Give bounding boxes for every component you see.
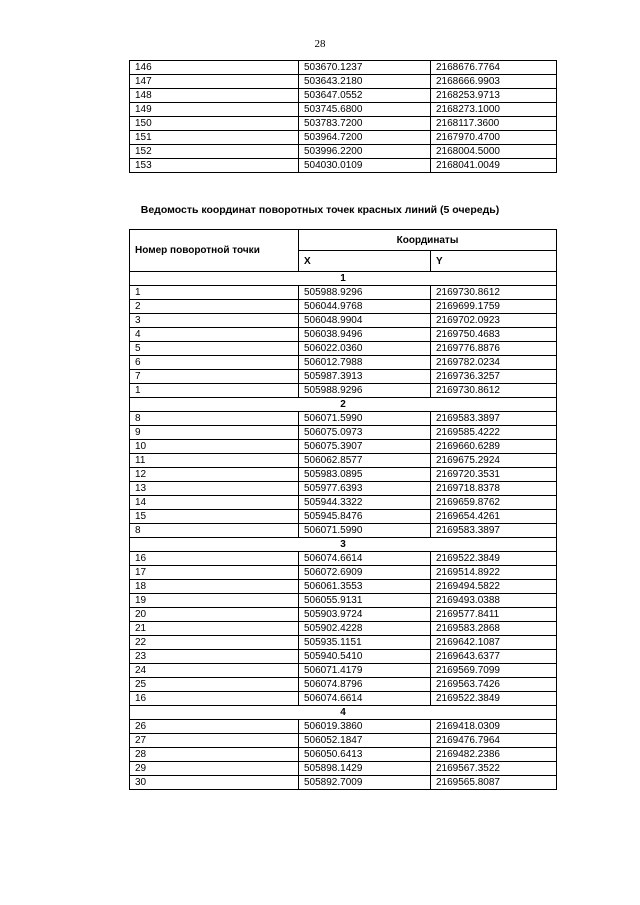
cell-y: 2169493.0388	[431, 594, 557, 608]
cell-y: 2169494.5822	[431, 580, 557, 594]
cell-x: 506012.7988	[299, 356, 431, 370]
cell-y: 2169522.3849	[431, 692, 557, 706]
cell-point-number: 20	[130, 608, 299, 622]
page-number: 28	[314, 38, 326, 50]
group-header-row	[130, 538, 557, 552]
group-header-row	[130, 706, 557, 720]
cell-x: 506050.6413	[299, 748, 431, 762]
cell-y: 2168273.1000	[431, 103, 557, 117]
cell-y: 2169583.3897	[431, 524, 557, 538]
cell-y: 2169418.0309	[431, 720, 557, 734]
cell-x: 503783.7200	[299, 117, 431, 131]
cell-y: 2168253.9713	[431, 89, 557, 103]
cell-y: 2169643.6377	[431, 650, 557, 664]
cell-point-number: 153	[130, 159, 299, 173]
cell-y: 2169569.7099	[431, 664, 557, 678]
cell-x: 503643.2180	[299, 75, 431, 89]
cell-point-number: 19	[130, 594, 299, 608]
table-row	[130, 328, 557, 342]
group-number: 4	[130, 706, 557, 720]
cell-x: 506048.9904	[299, 314, 431, 328]
cell-y: 2169514.8922	[431, 566, 557, 580]
cell-y: 2169577.8411	[431, 608, 557, 622]
cell-y: 2169585.4222	[431, 426, 557, 440]
cell-point-number: 8	[130, 412, 299, 426]
cell-x: 503996.2200	[299, 145, 431, 159]
cell-y: 2169567.3522	[431, 762, 557, 776]
cell-point-number: 5	[130, 342, 299, 356]
cell-point-number: 18	[130, 580, 299, 594]
table-row	[130, 524, 557, 538]
cell-x: 506061.3553	[299, 580, 431, 594]
cell-y: 2168666.9903	[431, 75, 557, 89]
cell-y: 2169730.8612	[431, 384, 557, 398]
cell-point-number: 146	[130, 61, 299, 75]
table-row	[130, 89, 557, 103]
cell-point-number: 16	[130, 552, 299, 566]
cell-y: 2169659.8762	[431, 496, 557, 510]
cell-point-number: 150	[130, 117, 299, 131]
cell-x: 506062.8577	[299, 454, 431, 468]
cell-point-number: 6	[130, 356, 299, 370]
table-row	[130, 496, 557, 510]
cell-x: 505892.7009	[299, 776, 431, 790]
continued-coordinates-body	[130, 61, 557, 173]
cell-point-number: 9	[130, 426, 299, 440]
table-title: Ведомость координат поворотных точек красных линий (5 очередь)	[140, 204, 500, 216]
cell-point-number: 29	[130, 762, 299, 776]
cell-point-number: 22	[130, 636, 299, 650]
cell-y: 2169563.7426	[431, 678, 557, 692]
cell-x: 506072.6909	[299, 566, 431, 580]
group-number: 3	[130, 538, 557, 552]
header-point-number: Номер поворотной точки	[130, 230, 299, 272]
cell-x: 505940.5410	[299, 650, 431, 664]
cell-x: 506055.9131	[299, 594, 431, 608]
cell-x: 506074.6614	[299, 552, 431, 566]
cell-point-number: 27	[130, 734, 299, 748]
cell-y: 2169583.2868	[431, 622, 557, 636]
cell-x: 504030.0109	[299, 159, 431, 173]
cell-y: 2169702.0923	[431, 314, 557, 328]
cell-y: 2169654.4261	[431, 510, 557, 524]
cell-x: 506052.1847	[299, 734, 431, 748]
cell-x: 506019.3860	[299, 720, 431, 734]
cell-y: 2168041.0049	[431, 159, 557, 173]
cell-x: 505987.3913	[299, 370, 431, 384]
cell-y: 2169660.6289	[431, 440, 557, 454]
table-row	[130, 286, 557, 300]
cell-y: 2169736.3257	[431, 370, 557, 384]
cell-y: 2169750.4683	[431, 328, 557, 342]
group-header-row	[130, 398, 557, 412]
table-row	[130, 370, 557, 384]
cell-y: 2169720.3531	[431, 468, 557, 482]
table-row	[130, 426, 557, 440]
cell-x: 506044.9768	[299, 300, 431, 314]
cell-point-number: 24	[130, 664, 299, 678]
table-row	[130, 762, 557, 776]
cell-point-number: 17	[130, 566, 299, 580]
table-row	[130, 552, 557, 566]
cell-x: 505945.8476	[299, 510, 431, 524]
header-coordinates: Координаты	[299, 230, 557, 251]
group-number: 2	[130, 398, 557, 412]
cell-y: 2167970.4700	[431, 131, 557, 145]
cell-y: 2168004.5000	[431, 145, 557, 159]
table-row	[130, 103, 557, 117]
table-row	[130, 131, 557, 145]
table-row	[130, 580, 557, 594]
table-row	[130, 692, 557, 706]
group-header-row	[130, 272, 557, 286]
cell-y: 2169730.8612	[431, 286, 557, 300]
cell-point-number: 26	[130, 720, 299, 734]
cell-y: 2169776.8876	[431, 342, 557, 356]
cell-x: 506071.4179	[299, 664, 431, 678]
table-row	[130, 300, 557, 314]
cell-point-number: 30	[130, 776, 299, 790]
table-row	[130, 636, 557, 650]
cell-x: 505983.0895	[299, 468, 431, 482]
cell-x: 505944.3322	[299, 496, 431, 510]
coordinates-table	[129, 229, 557, 790]
table-row	[130, 159, 557, 173]
table-row	[130, 468, 557, 482]
table-row	[130, 440, 557, 454]
cell-x: 505898.1429	[299, 762, 431, 776]
cell-x: 505988.9296	[299, 384, 431, 398]
cell-point-number: 11	[130, 454, 299, 468]
cell-point-number: 10	[130, 440, 299, 454]
table-row	[130, 622, 557, 636]
cell-y: 2169718.8378	[431, 482, 557, 496]
table-row	[130, 384, 557, 398]
cell-x: 506038.9496	[299, 328, 431, 342]
cell-y: 2169565.8087	[431, 776, 557, 790]
cell-y: 2169675.2924	[431, 454, 557, 468]
header-y: Y	[431, 251, 557, 272]
cell-point-number: 14	[130, 496, 299, 510]
table-row	[130, 117, 557, 131]
cell-x: 506074.6614	[299, 692, 431, 706]
table-row	[130, 594, 557, 608]
cell-y: 2169642.1087	[431, 636, 557, 650]
cell-point-number: 147	[130, 75, 299, 89]
cell-x: 505902.4228	[299, 622, 431, 636]
cell-x: 506075.3907	[299, 440, 431, 454]
coordinates-body	[130, 272, 557, 790]
cell-point-number: 13	[130, 482, 299, 496]
table-row	[130, 75, 557, 89]
cell-point-number: 16	[130, 692, 299, 706]
cell-x: 505903.9724	[299, 608, 431, 622]
cell-y: 2169699.1759	[431, 300, 557, 314]
table-row	[130, 412, 557, 426]
cell-point-number: 4	[130, 328, 299, 342]
table-row	[130, 566, 557, 580]
cell-x: 506071.5990	[299, 524, 431, 538]
header-x: X	[299, 251, 431, 272]
cell-x: 506075.0973	[299, 426, 431, 440]
cell-point-number: 1	[130, 384, 299, 398]
cell-y: 2168676.7764	[431, 61, 557, 75]
table-row	[130, 608, 557, 622]
cell-point-number: 21	[130, 622, 299, 636]
table-header	[130, 230, 557, 272]
cell-x: 503670.1237	[299, 61, 431, 75]
cell-x: 505988.9296	[299, 286, 431, 300]
table-row	[130, 61, 557, 75]
cell-y: 2169782.0234	[431, 356, 557, 370]
cell-point-number: 25	[130, 678, 299, 692]
table-row	[130, 356, 557, 370]
cell-point-number: 151	[130, 131, 299, 145]
cell-x: 503964.7200	[299, 131, 431, 145]
table-row	[130, 482, 557, 496]
cell-point-number: 152	[130, 145, 299, 159]
table-row	[130, 145, 557, 159]
table-row	[130, 678, 557, 692]
table-row	[130, 776, 557, 790]
table-row	[130, 454, 557, 468]
cell-x: 503647.0552	[299, 89, 431, 103]
cell-point-number: 15	[130, 510, 299, 524]
table-row	[130, 314, 557, 328]
table-row	[130, 650, 557, 664]
cell-y: 2169476.7964	[431, 734, 557, 748]
cell-x: 505935.1151	[299, 636, 431, 650]
cell-x: 506022.0360	[299, 342, 431, 356]
cell-x: 506071.5990	[299, 412, 431, 426]
cell-y: 2168117.3600	[431, 117, 557, 131]
cell-y: 2169583.3897	[431, 412, 557, 426]
cell-y: 2169522.3849	[431, 552, 557, 566]
table-row	[130, 342, 557, 356]
table-row	[130, 510, 557, 524]
cell-point-number: 2	[130, 300, 299, 314]
table-row	[130, 734, 557, 748]
cell-x: 503745.6800	[299, 103, 431, 117]
group-number: 1	[130, 272, 557, 286]
cell-y: 2169482.2386	[431, 748, 557, 762]
cell-x: 506074.8796	[299, 678, 431, 692]
cell-point-number: 28	[130, 748, 299, 762]
cell-point-number: 23	[130, 650, 299, 664]
table-row	[130, 720, 557, 734]
cell-point-number: 7	[130, 370, 299, 384]
cell-x: 505977.6393	[299, 482, 431, 496]
table-row	[130, 664, 557, 678]
cell-point-number: 12	[130, 468, 299, 482]
cell-point-number: 8	[130, 524, 299, 538]
cell-point-number: 149	[130, 103, 299, 117]
cell-point-number: 148	[130, 89, 299, 103]
continued-coordinates-table	[129, 60, 557, 173]
table-row	[130, 748, 557, 762]
cell-point-number: 3	[130, 314, 299, 328]
cell-point-number: 1	[130, 286, 299, 300]
